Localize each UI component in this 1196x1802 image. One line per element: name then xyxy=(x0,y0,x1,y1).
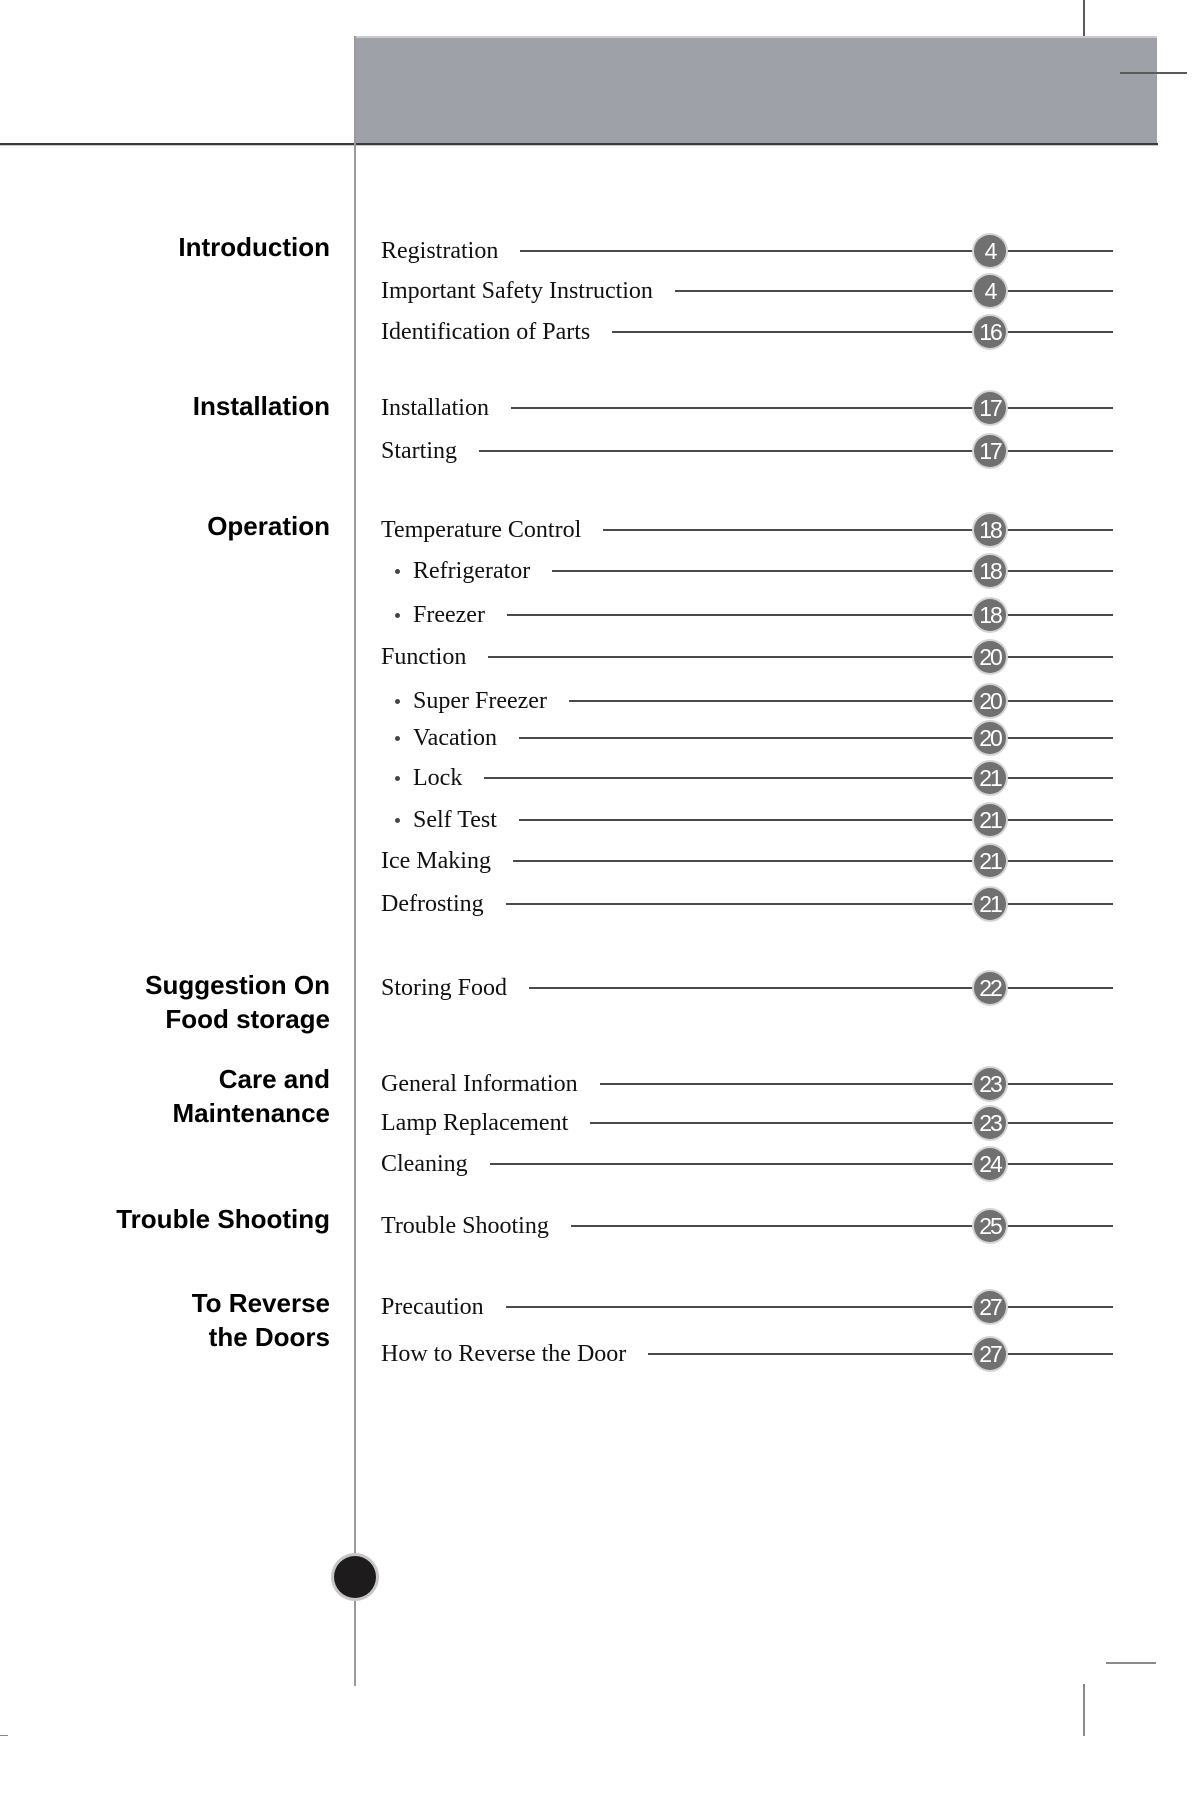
header-band xyxy=(355,36,1157,144)
leader-line xyxy=(675,290,1113,292)
page-number-badge[interactable]: 22 xyxy=(974,972,1006,1004)
toc-entry[interactable] xyxy=(381,884,1113,924)
leader-line xyxy=(506,903,1113,905)
section-heading-introduction xyxy=(178,230,330,264)
page-number-badge[interactable]: 21 xyxy=(974,845,1006,877)
section-heading-operation xyxy=(207,509,330,543)
toc-entry-text: Registration xyxy=(381,237,499,264)
leader-line xyxy=(513,860,1113,862)
page-number-badge[interactable]: 20 xyxy=(974,641,1006,673)
toc-entry[interactable] xyxy=(381,637,1113,677)
section-heading-line: Trouble Shooting xyxy=(116,1204,330,1234)
leader-line xyxy=(519,737,1113,739)
toc-entry-label xyxy=(381,725,519,752)
toc-entry-label xyxy=(381,438,479,465)
toc-entry[interactable] xyxy=(381,758,1113,798)
leader-line xyxy=(600,1083,1113,1085)
toc-entry[interactable] xyxy=(381,271,1113,311)
toc-entry-label xyxy=(381,1110,590,1137)
toc-entry[interactable] xyxy=(381,800,1113,840)
bullet-icon xyxy=(395,736,400,741)
toc-entry-label xyxy=(381,1341,648,1368)
toc-entry-text: Lamp Replacement xyxy=(381,1109,569,1136)
toc-entry-text: Temperature Control xyxy=(381,516,582,543)
leader-line xyxy=(529,987,1113,989)
toc-entry-text: Freezer xyxy=(413,601,485,628)
toc-entry-label xyxy=(381,558,552,585)
toc-entry-text: Self Test xyxy=(413,806,497,833)
page-number-badge[interactable]: 21 xyxy=(974,762,1006,794)
crop-mark-top-horizontal xyxy=(1120,72,1187,74)
toc-entry-text: Ice Making xyxy=(381,847,491,874)
toc-entry-label xyxy=(381,602,507,629)
page-number-badge[interactable]: 25 xyxy=(974,1210,1006,1242)
toc-entry-label xyxy=(381,975,529,1002)
leader-line xyxy=(612,331,1113,333)
toc-entry-text: General Information xyxy=(381,1070,578,1097)
toc-entry-label xyxy=(381,807,519,834)
toc-entry-label xyxy=(381,644,488,671)
section-heading-line: Maintenance xyxy=(172,1098,330,1128)
toc-entry-label xyxy=(381,848,513,875)
toc-entry[interactable] xyxy=(381,312,1113,352)
toc-entry-label xyxy=(381,395,511,422)
section-heading-line: Food storage xyxy=(165,1004,330,1034)
toc-entry[interactable] xyxy=(381,388,1113,428)
toc-entry-text: Refrigerator xyxy=(413,557,531,584)
toc-entry-label xyxy=(381,765,484,792)
toc-entry-label xyxy=(381,238,520,265)
leader-line xyxy=(506,1306,1113,1308)
section-heading-trouble-shooting xyxy=(116,1202,330,1236)
toc-entry[interactable] xyxy=(381,1287,1113,1327)
toc-entry-label xyxy=(381,891,506,918)
bullet-icon xyxy=(395,776,400,781)
page-number-badge[interactable]: 27 xyxy=(974,1338,1006,1370)
leader-line xyxy=(590,1122,1113,1124)
toc-entry-text: Installation xyxy=(381,394,489,421)
section-heading-line: Operation xyxy=(207,511,330,541)
crop-mark-bottom-vertical xyxy=(1083,1684,1085,1736)
page-number-badge[interactable]: 21 xyxy=(974,888,1006,920)
toc-entry-text: Lock xyxy=(413,764,463,791)
leader-line xyxy=(519,819,1113,821)
toc-entry-text: Important Safety Instruction xyxy=(381,277,653,304)
page-number-badge[interactable]: 17 xyxy=(974,435,1006,467)
section-heading-installation xyxy=(193,389,330,423)
page-number-badge[interactable]: 21 xyxy=(974,804,1006,836)
page-number-badge[interactable]: 16 xyxy=(974,316,1006,348)
toc-entry[interactable] xyxy=(381,551,1113,591)
page-number-badge[interactable]: 20 xyxy=(974,685,1006,717)
page-number-badge[interactable]: 4 xyxy=(974,275,1006,307)
toc-entry-text: Starting xyxy=(381,437,457,464)
toc-entry-label xyxy=(381,1151,490,1178)
leader-line xyxy=(490,1163,1113,1165)
toc-entry-text: Trouble Shooting xyxy=(381,1212,549,1239)
leader-line xyxy=(569,700,1113,702)
header-rule-shadow xyxy=(0,145,1158,146)
toc-entry[interactable] xyxy=(381,681,1113,721)
toc-entry-label xyxy=(381,517,603,544)
leader-line xyxy=(507,614,1113,616)
page-number-badge[interactable]: 17 xyxy=(974,392,1006,424)
section-heading-line: Suggestion On xyxy=(145,970,330,1000)
leader-line xyxy=(648,1353,1113,1355)
toc-entry-label xyxy=(381,1213,571,1240)
column-divider xyxy=(354,36,356,1686)
section-heading-food-storage xyxy=(145,968,330,1036)
toc-entry-label xyxy=(381,278,675,305)
page-number-badge[interactable]: 23 xyxy=(974,1068,1006,1100)
toc-entry[interactable] xyxy=(381,968,1113,1008)
section-heading-line: the Doors xyxy=(208,1322,330,1352)
leader-line xyxy=(520,250,1113,252)
toc-entry-label xyxy=(381,1294,506,1321)
section-heading-line: To Reverse xyxy=(191,1288,330,1318)
page-number-badge[interactable]: 20 xyxy=(974,722,1006,754)
page-number-badge[interactable]: 18 xyxy=(974,514,1006,546)
leader-line xyxy=(571,1225,1113,1227)
leader-line xyxy=(479,450,1113,452)
section-heading-line: Care and xyxy=(218,1064,330,1094)
leader-line xyxy=(603,529,1113,531)
bullet-icon xyxy=(395,569,400,574)
toc-entry[interactable] xyxy=(381,1103,1113,1143)
page-number-badge[interactable]: 18 xyxy=(974,555,1006,587)
toc-entry-label xyxy=(381,319,612,346)
crop-mark-top-vertical xyxy=(1083,0,1085,36)
toc-entry-label xyxy=(381,1071,600,1098)
toc-entry[interactable] xyxy=(381,1144,1113,1184)
leader-line xyxy=(552,570,1113,572)
toc-entry-text: Function xyxy=(381,643,467,670)
toc-entry-text: How to Reverse the Door xyxy=(381,1340,627,1367)
toc-entry[interactable] xyxy=(381,1334,1113,1374)
bullet-icon xyxy=(395,818,400,823)
crop-mark-bottom-left xyxy=(0,1735,8,1736)
leader-line xyxy=(488,656,1113,658)
toc-entry-text: Storing Food xyxy=(381,974,508,1001)
toc-entry[interactable] xyxy=(381,510,1113,550)
page-number-badge[interactable]: 4 xyxy=(974,235,1006,267)
section-heading-care-maintenance xyxy=(173,1062,331,1130)
toc-entry[interactable] xyxy=(381,1064,1113,1104)
page-number-badge[interactable]: 18 xyxy=(974,599,1006,631)
leader-line xyxy=(484,777,1113,779)
leader-line xyxy=(511,407,1113,409)
section-heading-reverse-doors xyxy=(192,1286,330,1354)
toc-entry-text: Identification of Parts xyxy=(381,318,591,345)
toc-entry-label xyxy=(381,688,569,715)
toc-entry-text: Precaution xyxy=(381,1293,484,1320)
crop-mark-bottom-horizontal xyxy=(1106,1662,1156,1664)
bullet-icon xyxy=(395,699,400,704)
bullet-icon xyxy=(395,613,400,618)
toc-entry[interactable] xyxy=(381,718,1113,758)
toc-entry-text: Cleaning xyxy=(381,1150,468,1177)
toc-entry-text: Defrosting xyxy=(381,890,484,917)
page-marker-dot xyxy=(334,1556,376,1598)
toc-entry[interactable] xyxy=(381,841,1113,881)
page-number-badge[interactable]: 27 xyxy=(974,1291,1006,1323)
section-heading-line: Installation xyxy=(192,391,330,421)
page-number-badge[interactable]: 24 xyxy=(974,1148,1006,1180)
toc-entry-text: Vacation xyxy=(413,724,497,751)
toc-entry-text: Super Freezer xyxy=(413,687,547,714)
page-number-badge[interactable]: 23 xyxy=(974,1107,1006,1139)
toc-entry[interactable] xyxy=(381,1206,1113,1246)
section-heading-line: Introduction xyxy=(178,232,330,262)
toc-entry[interactable] xyxy=(381,595,1113,635)
toc-entry[interactable] xyxy=(381,431,1113,471)
toc-entry[interactable] xyxy=(381,231,1113,271)
